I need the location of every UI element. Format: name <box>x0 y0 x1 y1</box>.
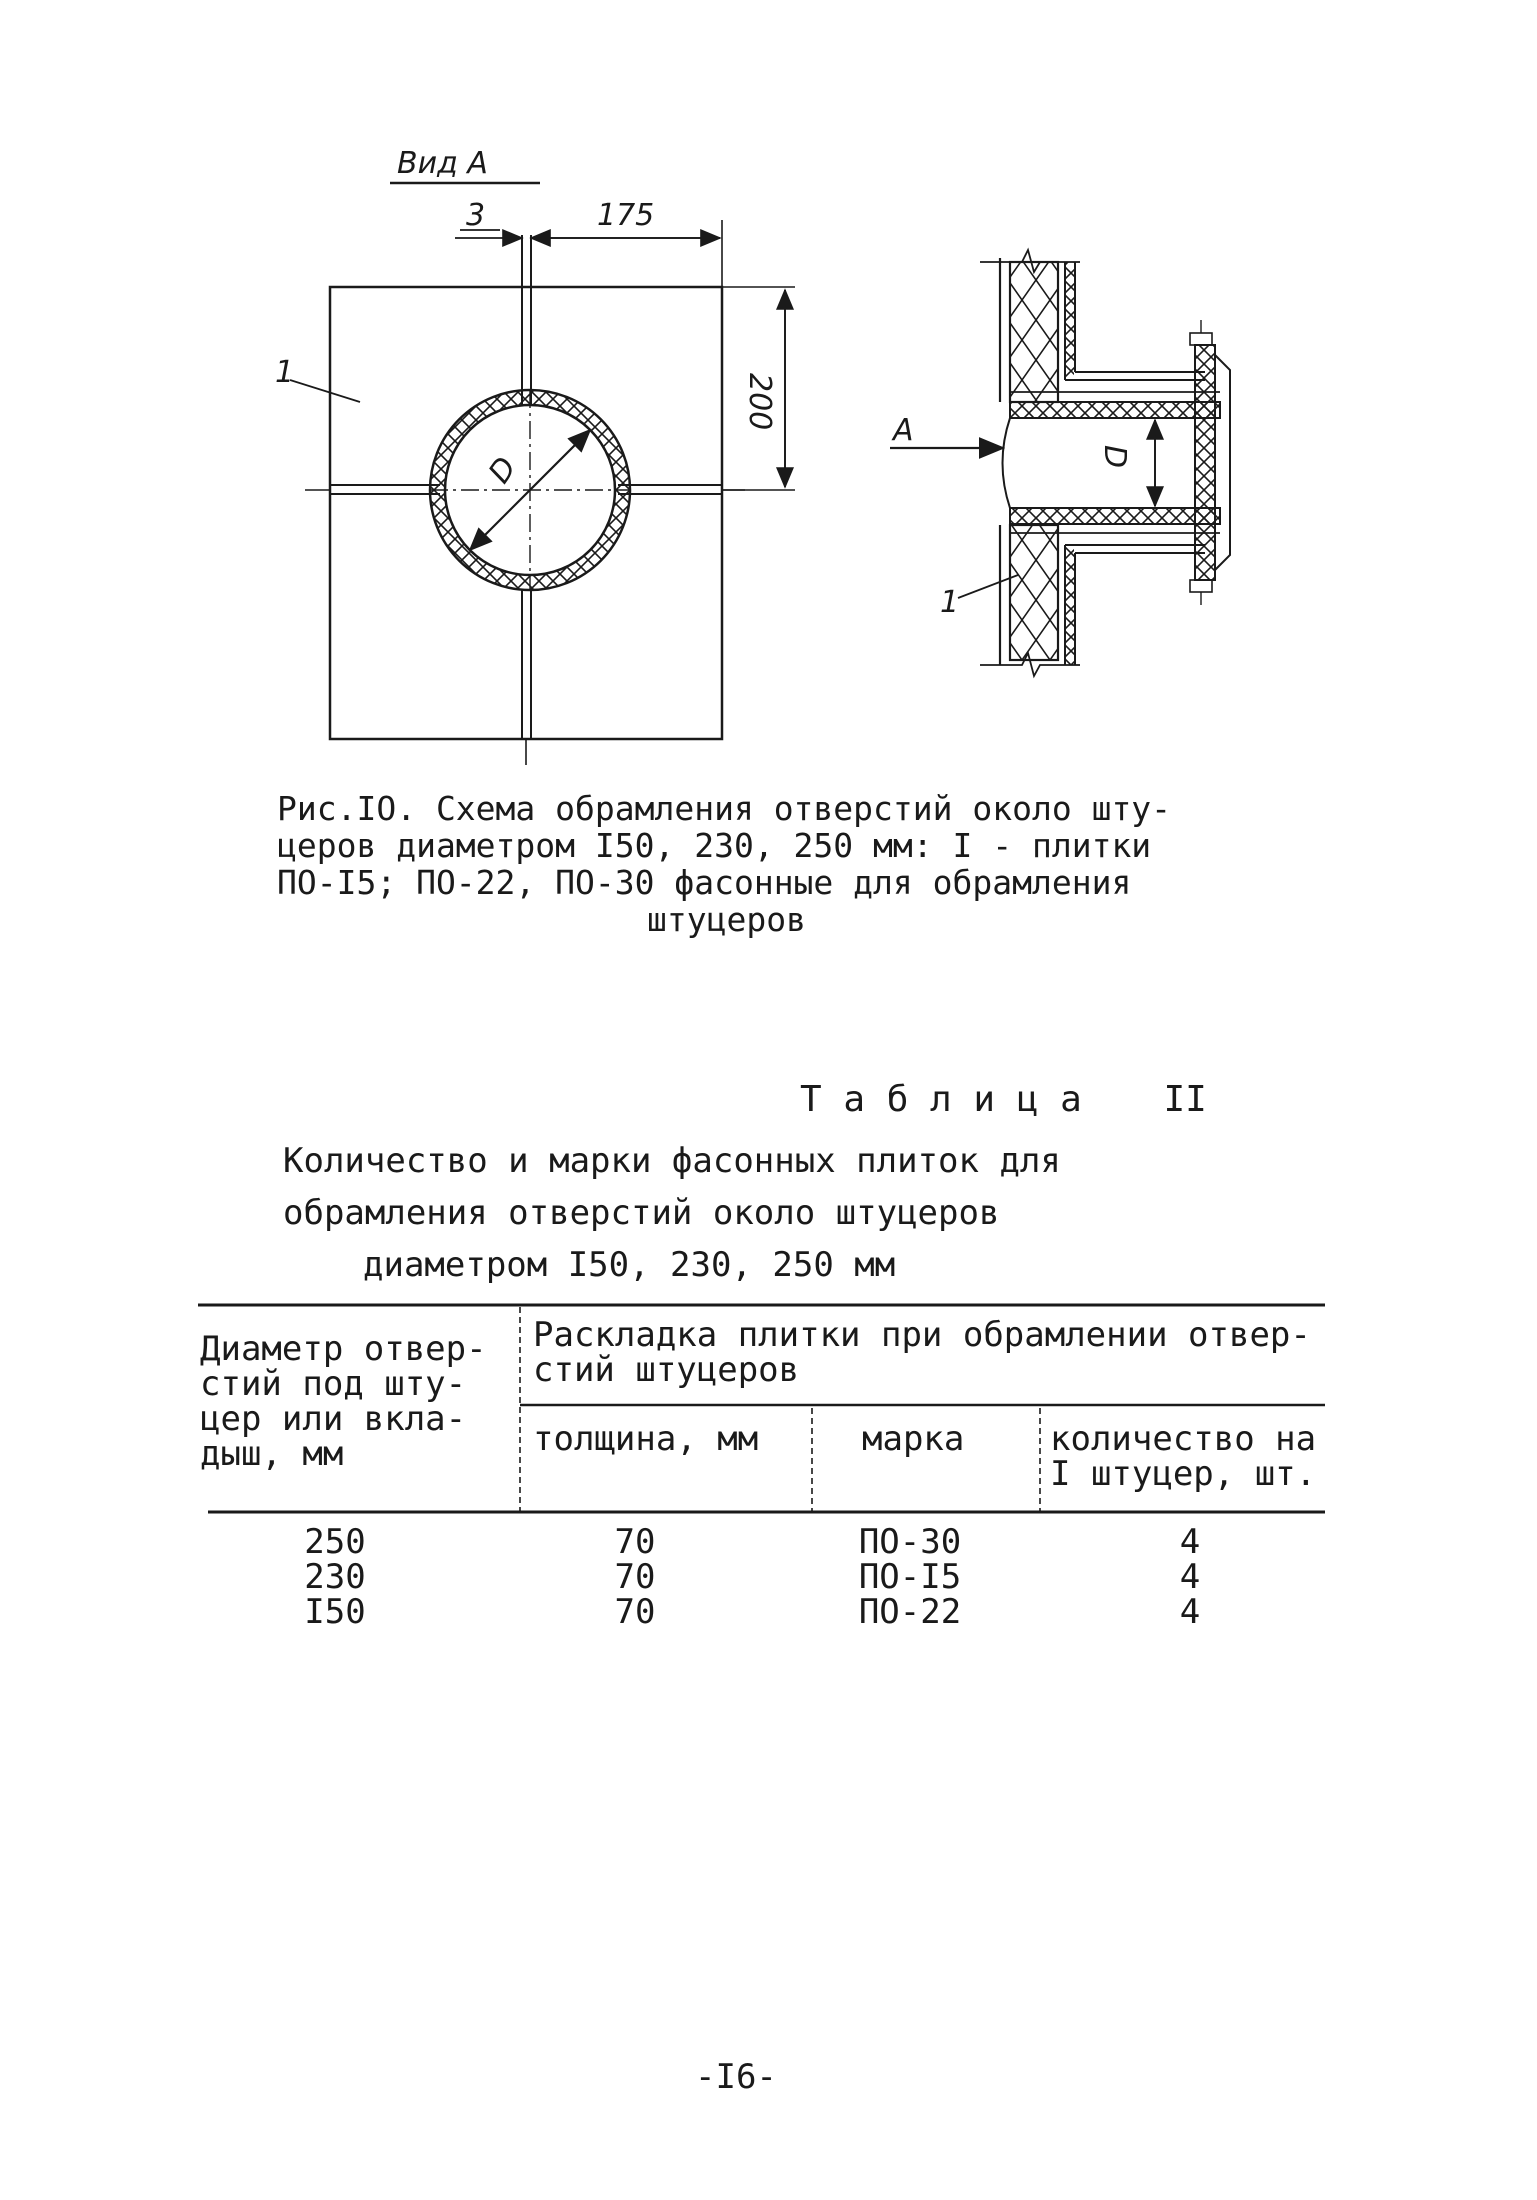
view-label: Вид А <box>397 146 488 181</box>
caption-line: штуцеров <box>647 900 806 939</box>
header-group-line: Раскладка плитки при обрамлении отвер- <box>533 1315 1311 1355</box>
table-label <box>800 1079 1207 1120</box>
cell-thickness: 70 <box>614 1522 656 1562</box>
cell-mark: ПО-22 <box>858 1592 962 1632</box>
header-diameter-line: стий под шту- <box>200 1364 467 1404</box>
caption-line: Рис.IO. Схема обрамления отверстий около шту- <box>277 789 1172 828</box>
dim-gap: 3 <box>466 198 486 233</box>
header-group <box>533 1315 1311 1390</box>
caption-line: церов диаметром I50, 230, 250 мм: I - плитки <box>277 826 1152 865</box>
cell-diameter: 230 <box>304 1557 366 1597</box>
cell-diameter: I50 <box>304 1592 366 1632</box>
dim-width: 175 <box>597 198 655 233</box>
header-count <box>1050 1419 1317 1494</box>
cell-thickness: 70 <box>614 1557 656 1597</box>
cell-mark: ПО-30 <box>858 1522 962 1562</box>
header-diameter <box>200 1329 487 1474</box>
cell-thickness: 70 <box>614 1592 656 1632</box>
table-title <box>283 1135 1061 1291</box>
table-label-text: Т а б л и ц а <box>800 1079 1082 1120</box>
diameter-label: D <box>481 450 524 490</box>
caption-line: ПО-I5; ПО-22, ПО-30 фасонные для обрамления <box>277 863 1132 902</box>
callout-right: 1 <box>940 585 960 620</box>
table-title-line: обрамления отверстий около штуцеров <box>283 1193 1000 1233</box>
page-number: -I6- <box>695 2057 777 2097</box>
header-diameter-line: Диаметр отвер- <box>200 1329 487 1369</box>
dim-height: 200 <box>742 373 777 431</box>
figure-caption <box>277 790 1171 938</box>
cell-diameter: 250 <box>304 1522 366 1562</box>
section-diameter-label: D <box>1097 445 1132 469</box>
header-count-line: I штуцер, шт. <box>1050 1454 1317 1494</box>
header-count-line: количество на <box>1050 1419 1317 1459</box>
cell-count: 4 <box>1179 1522 1201 1562</box>
cell-count: 4 <box>1179 1592 1201 1632</box>
table-number: II <box>1163 1079 1207 1120</box>
header-group-line: стий штуцеров <box>533 1350 800 1390</box>
drawing-figure <box>0 0 1537 900</box>
cell-count: 4 <box>1179 1557 1201 1597</box>
header-diameter-line: дыш, мм <box>200 1434 344 1474</box>
table-title-line: Количество и марки фасонных плиток для <box>283 1141 1061 1181</box>
arrow-label: А <box>893 413 914 448</box>
table-title-line: диаметром I50, 230, 250 мм <box>363 1245 896 1285</box>
cell-mark: ПО-I5 <box>858 1557 962 1597</box>
header-mark: марка <box>862 1419 965 1459</box>
header-diameter-line: цер или вкла- <box>200 1399 467 1439</box>
callout-left: 1 <box>275 355 295 390</box>
header-thickness: толщина, мм <box>533 1419 759 1459</box>
